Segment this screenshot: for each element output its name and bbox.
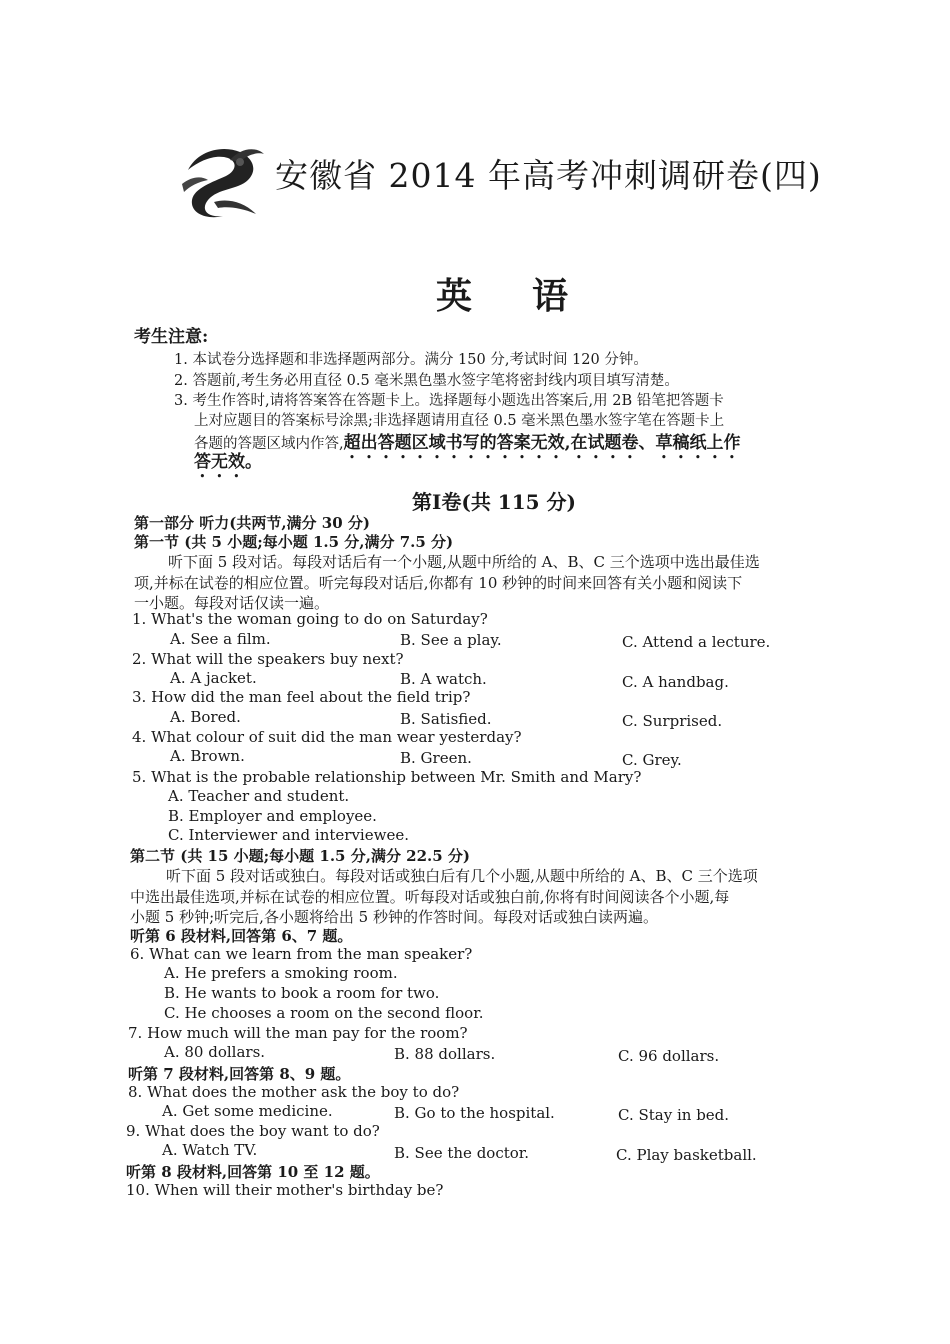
question-1-stem: 1. What's the woman going to do on Saturday? [132,610,488,628]
question-9-option-c: C. Play basketball. [616,1146,757,1164]
notice-item-3-line-3-plain: 各题的答题区域内作答, [194,436,344,452]
material-6-heading: 听第 6 段材料,回答第 6、7 题。 [130,927,353,945]
question-6-option-b: B. He wants to book a room for two. [164,984,440,1002]
question-3-option-a: A. Bored. [170,708,241,726]
notice-item-1: 1. 本试卷分选择题和非选择题两部分。满分 150 分,考试时间 120 分钟。 [174,352,648,368]
section2-instructions-2: 中选出最佳选项,并标在试卷的相应位置。听每段对话或独白前,你将有时间阅读各个小题,每 [130,888,730,906]
question-4-option-b: B. Green. [400,749,472,767]
question-2-option-b: B. A watch. [400,670,487,688]
question-5-option-b: B. Employer and employee. [168,807,377,825]
question-3-option-b: B. Satisfied. [400,710,492,728]
question-3-option-c: C. Surprised. [622,712,723,730]
material-8-heading: 听第 8 段材料,回答第 10 至 12 题。 [126,1163,380,1181]
question-8-option-b: B. Go to the hospital. [394,1104,555,1122]
exam-title: 安徽省 2014 年高考冲刺调研卷(四) [275,156,822,195]
question-9-option-a: A. Watch TV. [162,1141,258,1159]
question-6-stem: 6. What can we learn from the man speaker? [130,945,473,963]
section1-instructions-2: 项,并标在试卷的相应位置。听完每段对话后,你都有 10 秒钟的时间来回答有关小题和阅读下 [134,574,743,592]
question-2-option-a: A. A jacket. [170,669,257,687]
section1-instructions-3: 一小题。每段对话仅读一遍。 [134,594,330,612]
question-9-stem: 9. What does the boy want to do? [126,1122,380,1140]
question-2-option-c: C. A handbag. [622,673,729,691]
part1-title: 第一部分 听力(共两节,满分 30 分) [134,514,370,532]
question-8-option-a: A. Get some medicine. [162,1102,333,1120]
question-5-option-c: C. Interviewer and interviewee. [168,826,409,844]
question-6-option-c: C. He chooses a room on the second floor. [164,1004,484,1022]
notice-item-2: 2. 答题前,考生务必用直径 0.5 毫米黑色墨水签字笔将密封线内项目填写清楚。 [174,373,679,389]
question-7-stem: 7. How much will the man pay for the room? [128,1024,468,1042]
question-7-option-a: A. 80 dollars. [164,1043,266,1061]
notice-heading: 考生注意: [134,327,209,347]
question-3-stem: 3. How did the man feel about the field trip? [132,688,471,706]
question-8-stem: 8. What does the mother ask the boy to do? [128,1083,460,1101]
question-1-option-b: B. See a play. [400,631,502,649]
section1-instructions-1: 听下面 5 段对话。每段对话后有一个小题,从题中所给的 A、B、C 三个选项中选出最佳选 [168,553,760,571]
question-8-option-c: C. Stay in bed. [618,1106,730,1124]
question-1-option-a: A. See a film. [170,630,271,648]
question-5-stem: 5. What is the probable relationship between Mr. Smith and Mary? [132,768,642,786]
question-5-option-a: A. Teacher and student. [168,787,350,805]
volume-title: 第Ⅰ卷(共 115 分) [412,490,576,514]
section2-instructions-3: 小题 5 秒钟;听完后,各小题将给出 5 秒钟的作答时间。每段对话或独白读两遍。 [130,908,658,926]
question-2-stem: 2. What will the speakers buy next? [132,650,404,668]
question-9-option-b: B. See the doctor. [394,1144,530,1162]
notice-item-3-line-2: 上对应题目的答案标号涂黑;非选择题请用直径 0.5 毫米黑色墨水签字笔在答题卡上 [194,413,725,429]
notice-item-3-emphasis: 超出答题区域书写的答案无效,在试题卷、草稿纸上作 [343,433,741,453]
question-7-option-b: B. 88 dollars. [394,1045,496,1063]
question-4-option-a: A. Brown. [170,747,245,765]
notice-item-3-line-1: 3. 考生作答时,请将答案答在答题卡上。选择题每小题选出答案后,用 2B 铅笔把答题卡 [174,393,724,409]
notice-item-3-line-4: 答无效。 [194,452,262,472]
question-4-stem: 4. What colour of suit did the man wear yesterday? [132,728,522,746]
notice-item-3-line-3 [194,428,741,463]
question-1-option-c: C. Attend a lecture. [622,633,771,651]
section1-title: 第一节 (共 5 小题;每小题 1.5 分,满分 7.5 分) [134,533,454,551]
question-6-option-a: A. He prefers a smoking room. [164,964,398,982]
question-7-option-c: C. 96 dollars. [618,1047,720,1065]
section2-instructions-1: 听下面 5 段对话或独白。每段对话或独白后有几个小题,从题中所给的 A、B、C 三个选项 [166,867,758,885]
section2-title: 第二节 (共 15 小题;每小题 1.5 分,满分 22.5 分) [130,847,471,865]
exam-logo [178,140,268,222]
question-4-option-c: C. Grey. [622,751,682,769]
material-7-heading: 听第 7 段材料,回答第 8、9 题。 [128,1065,351,1083]
subject-title: 英语 [436,275,629,317]
question-10-stem: 10. When will their mother's birthday be? [126,1181,444,1199]
